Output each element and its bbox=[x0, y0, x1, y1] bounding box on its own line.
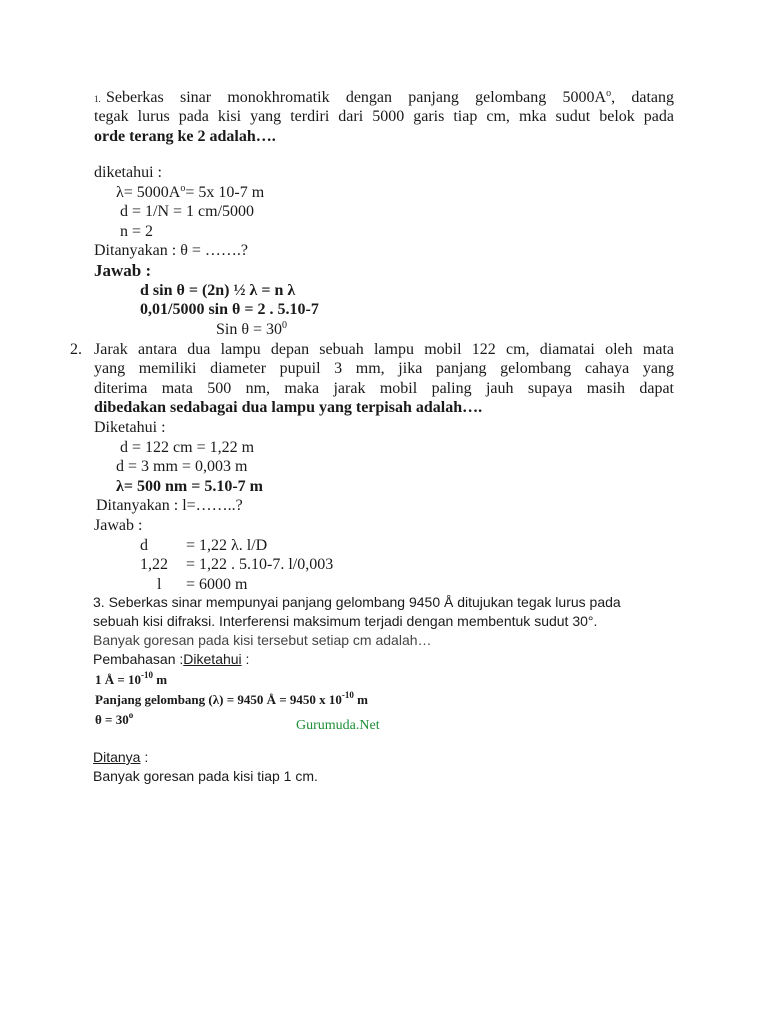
q2-ditanyakan: Ditanyakan : l=……..? bbox=[96, 497, 243, 514]
q2-line-2: yang memiliki diameter pupuil 3 mm, jika panjang gelombang cahaya yang bbox=[94, 360, 674, 377]
q2-row-1-right: = 1,22 λ. l/D bbox=[186, 537, 268, 554]
q1-number: 1. bbox=[94, 94, 101, 104]
q2-d2: d = 3 mm = 0,003 m bbox=[116, 458, 248, 475]
q2-jawab-label: Jawab : bbox=[94, 517, 143, 534]
q3-angstrom: 1 Å = $10^{-10}$ m bbox=[95, 670, 168, 687]
q2-row-2-left: 1,22 bbox=[140, 556, 168, 573]
q2-row-3-left: l bbox=[157, 576, 162, 593]
q3-line-1: 3. Seberkas sinar mempunyai panjang gelombang 9450 Å ditujukan tegak lurus pada bbox=[93, 594, 621, 610]
q3-line-3: Banyak goresan pada kisi tersebut setiap cm adalah… bbox=[93, 632, 432, 648]
q1-lambda: $\lambda= 5000A^o= 5x$ 10-7 m bbox=[116, 183, 265, 201]
q2-d1: d = 122 cm = 1,22 m bbox=[120, 439, 255, 456]
q1-line-1-text: Seberkas sinar monokhromatik dengan panjang gelombang 5000A bbox=[106, 89, 607, 106]
q1-d-line: d = 1/N = 1 cm/5000 bbox=[120, 203, 255, 220]
q2-line-4: dibedakan sedabagai dua lampu yang terpisah adalah…. bbox=[94, 399, 483, 416]
q2-number: 2. bbox=[70, 341, 82, 358]
q1-eq-2: 0,01/5000 sin θ = 2 . 5.10-7 bbox=[140, 301, 319, 318]
q3-ditanya-label: Ditanya bbox=[93, 749, 141, 765]
q2-line-3: diterima mata 500 nm, maka jarak mobil paling jauh supaya masih dapat bbox=[94, 380, 674, 397]
watermark-text: Gurumuda.Net bbox=[296, 718, 380, 733]
q2-lambda: λ= 500 nm = 5.10-7 m bbox=[116, 478, 263, 495]
q1-eq-3: Sin $\theta = 30^0$ bbox=[216, 320, 288, 338]
q1-n-line: n = 2 bbox=[120, 223, 154, 240]
q3-pembahasan: Pembahasan :Diketahui : bbox=[93, 651, 250, 667]
q3-line-2: sebuah kisi difraksi. Interferensi maksimum terjadi dengan membentuk sudut 30°. bbox=[93, 613, 598, 629]
q1-line-1 bbox=[94, 88, 674, 107]
q1-diketahui-label: diketahui : bbox=[94, 164, 162, 181]
q2-diketahui-label: Diketahui : bbox=[94, 419, 166, 436]
q2-row-1-left: d bbox=[140, 537, 148, 554]
q3-ditanya: Ditanya : bbox=[93, 749, 149, 765]
q2-row-2-right: = 1,22 . 5.10-7. l/0,003 bbox=[186, 556, 334, 573]
q2-row-3-right: = 6000 m bbox=[186, 576, 248, 593]
q1-jawab-label: Jawab : bbox=[94, 261, 152, 280]
q1-line-1-post: , datang bbox=[611, 89, 674, 106]
q1-line-3: orde terang ke 2 adalah…. bbox=[94, 128, 276, 145]
q3-panjang-gelombang: Panjang gelombang (λ) = 9450 Å = 9450 x $10^{-10}$ m bbox=[95, 690, 368, 707]
q2-line-1: Jarak antara dua lampu depan sebuah lampu mobil 122 cm, diamatai oleh mata bbox=[94, 341, 674, 358]
q1-ditanyakan: Ditanyakan : θ = …….? bbox=[94, 242, 248, 259]
q3-diketahui-label: Diketahui bbox=[183, 651, 242, 667]
q1-line-1-sup: o bbox=[606, 88, 612, 99]
q3-theta: $\theta = 30^o$ bbox=[95, 710, 134, 727]
q3-ditanya-text: Banyak goresan pada kisi tiap 1 cm. bbox=[93, 768, 318, 784]
q1-line-2: tegak lurus pada kisi yang terdiri dari 5000 garis tiap cm, mka sudut belok pada bbox=[94, 108, 674, 125]
q1-eq-1: d sin θ = (2n) ½ λ = n λ bbox=[140, 282, 296, 299]
